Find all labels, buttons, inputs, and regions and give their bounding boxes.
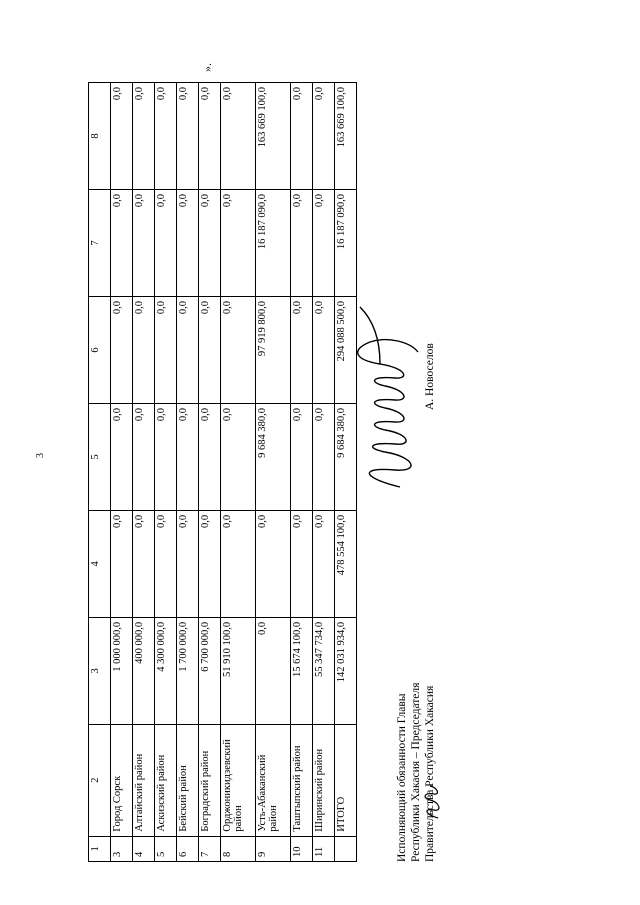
district-name: Ширинский район bbox=[313, 724, 335, 836]
total-cell: 163 669 100,0 bbox=[335, 83, 357, 190]
value-cell: 51 910 100,0 bbox=[221, 617, 256, 724]
district-name: Алтайский район bbox=[133, 724, 155, 836]
value-cell: 0,0 bbox=[291, 190, 313, 297]
row-number: 7 bbox=[199, 836, 221, 861]
district-name: Бейский район bbox=[177, 724, 199, 836]
total-label: ИТОГО bbox=[335, 724, 357, 836]
value-cell: 0,0 bbox=[291, 510, 313, 617]
value-cell: 0,0 bbox=[291, 403, 313, 510]
value-cell: 0,0 bbox=[291, 83, 313, 190]
value-cell: 0,0 bbox=[199, 510, 221, 617]
value-cell: 163 669 100,0 bbox=[256, 83, 291, 190]
value-cell: 0,0 bbox=[133, 403, 155, 510]
value-cell: 0,0 bbox=[111, 190, 133, 297]
value-cell: 0,0 bbox=[256, 617, 291, 724]
value-cell: 15 674 100,0 bbox=[291, 617, 313, 724]
table-header-row bbox=[89, 83, 111, 862]
value-cell: 1 000 000,0 bbox=[111, 617, 133, 724]
closing-quote-mark: ». bbox=[200, 63, 214, 72]
header-cell: 3 bbox=[89, 617, 111, 724]
value-cell: 0,0 bbox=[313, 403, 335, 510]
value-cell: 0,0 bbox=[111, 510, 133, 617]
table-row bbox=[256, 83, 291, 862]
row-number: 4 bbox=[133, 836, 155, 861]
header-cell: 4 bbox=[89, 510, 111, 617]
value-cell: 0,0 bbox=[221, 190, 256, 297]
district-name: Аскизский район bbox=[155, 724, 177, 836]
table-row bbox=[199, 83, 221, 862]
district-name: Боградский район bbox=[199, 724, 221, 836]
signatory-title-line: Республики Хакасия – Председателя bbox=[410, 682, 422, 862]
value-cell: 0,0 bbox=[133, 297, 155, 404]
total-cell: 478 554 100,0 bbox=[335, 510, 357, 617]
table-row bbox=[133, 83, 155, 862]
signatory-name: А. Новоселов bbox=[424, 343, 436, 410]
value-cell: 0,0 bbox=[111, 297, 133, 404]
value-cell: 0,0 bbox=[199, 190, 221, 297]
header-cell: 7 bbox=[89, 190, 111, 297]
value-cell: 0,0 bbox=[133, 510, 155, 617]
page-number: 3 bbox=[35, 453, 46, 458]
value-cell: 0,0 bbox=[199, 297, 221, 404]
value-cell: 0,0 bbox=[155, 190, 177, 297]
value-cell: 0,0 bbox=[221, 510, 256, 617]
row-number: 8 bbox=[221, 836, 256, 861]
table-row bbox=[155, 83, 177, 862]
table-row bbox=[111, 83, 133, 862]
header-cell: 2 bbox=[89, 724, 111, 836]
value-cell: 0,0 bbox=[133, 83, 155, 190]
value-cell: 0,0 bbox=[155, 510, 177, 617]
header-cell: 8 bbox=[89, 83, 111, 190]
value-cell: 4 300 000,0 bbox=[155, 617, 177, 724]
value-cell: 1 700 000,0 bbox=[177, 617, 199, 724]
value-cell: 55 347 734,0 bbox=[313, 617, 335, 724]
total-cell: 142 031 934,0 bbox=[335, 617, 357, 724]
table-row bbox=[177, 83, 199, 862]
value-cell: 0,0 bbox=[177, 403, 199, 510]
row-number bbox=[335, 836, 357, 861]
value-cell: 0,0 bbox=[221, 403, 256, 510]
value-cell: 0,0 bbox=[313, 83, 335, 190]
row-number: 11 bbox=[313, 836, 335, 861]
budget-table bbox=[88, 82, 357, 862]
value-cell: 0,0 bbox=[221, 83, 256, 190]
header-cell: 6 bbox=[89, 297, 111, 404]
value-cell: 0,0 bbox=[177, 510, 199, 617]
value-cell: 0,0 bbox=[313, 190, 335, 297]
signatory-title-line: Правительства Республики Хакасия bbox=[424, 685, 436, 862]
district-name: Орджоникидзевский район bbox=[221, 724, 256, 836]
district-name: Таштыпский район bbox=[291, 724, 313, 836]
row-number: 6 bbox=[177, 836, 199, 861]
value-cell: 0,0 bbox=[199, 83, 221, 190]
value-cell: 0,0 bbox=[177, 190, 199, 297]
total-cell: 294 088 500,0 bbox=[335, 297, 357, 404]
row-number: 5 bbox=[155, 836, 177, 861]
value-cell: 0,0 bbox=[199, 403, 221, 510]
value-cell: 0,0 bbox=[155, 83, 177, 190]
value-cell: 6 700 000,0 bbox=[199, 617, 221, 724]
district-name: Усть-Абаканский район bbox=[256, 724, 291, 836]
value-cell: 0,0 bbox=[155, 403, 177, 510]
district-name: Город Сорск bbox=[111, 724, 133, 836]
value-cell: 0,0 bbox=[313, 510, 335, 617]
header-cell: 1 bbox=[89, 836, 111, 861]
value-cell: 0,0 bbox=[111, 83, 133, 190]
row-number: 3 bbox=[111, 836, 133, 861]
value-cell: 0,0 bbox=[177, 83, 199, 190]
value-cell: 0,0 bbox=[256, 510, 291, 617]
value-cell: 9 684 380,0 bbox=[256, 403, 291, 510]
value-cell: 0,0 bbox=[111, 403, 133, 510]
handwritten-mark bbox=[420, 782, 444, 822]
table-row bbox=[291, 83, 313, 862]
signatory-title bbox=[395, 683, 437, 862]
value-cell: 0,0 bbox=[313, 297, 335, 404]
header-cell: 5 bbox=[89, 403, 111, 510]
value-cell: 0,0 bbox=[221, 297, 256, 404]
rotated-document-sheet bbox=[40, 42, 600, 862]
table-row bbox=[221, 83, 256, 862]
signatory-title-line: Исполняющий обязанности Главы bbox=[396, 693, 408, 862]
value-cell: 400 000,0 bbox=[133, 617, 155, 724]
value-cell: 0,0 bbox=[177, 297, 199, 404]
handwritten-signature bbox=[340, 302, 430, 492]
row-number: 9 bbox=[256, 836, 291, 861]
value-cell: 97 919 800,0 bbox=[256, 297, 291, 404]
value-cell: 16 187 090,0 bbox=[256, 190, 291, 297]
value-cell: 0,0 bbox=[133, 190, 155, 297]
row-number: 10 bbox=[291, 836, 313, 861]
total-cell: 16 187 090,0 bbox=[335, 190, 357, 297]
total-cell: 9 684 380,0 bbox=[335, 403, 357, 510]
value-cell: 0,0 bbox=[291, 297, 313, 404]
table-row bbox=[313, 83, 335, 862]
value-cell: 0,0 bbox=[155, 297, 177, 404]
